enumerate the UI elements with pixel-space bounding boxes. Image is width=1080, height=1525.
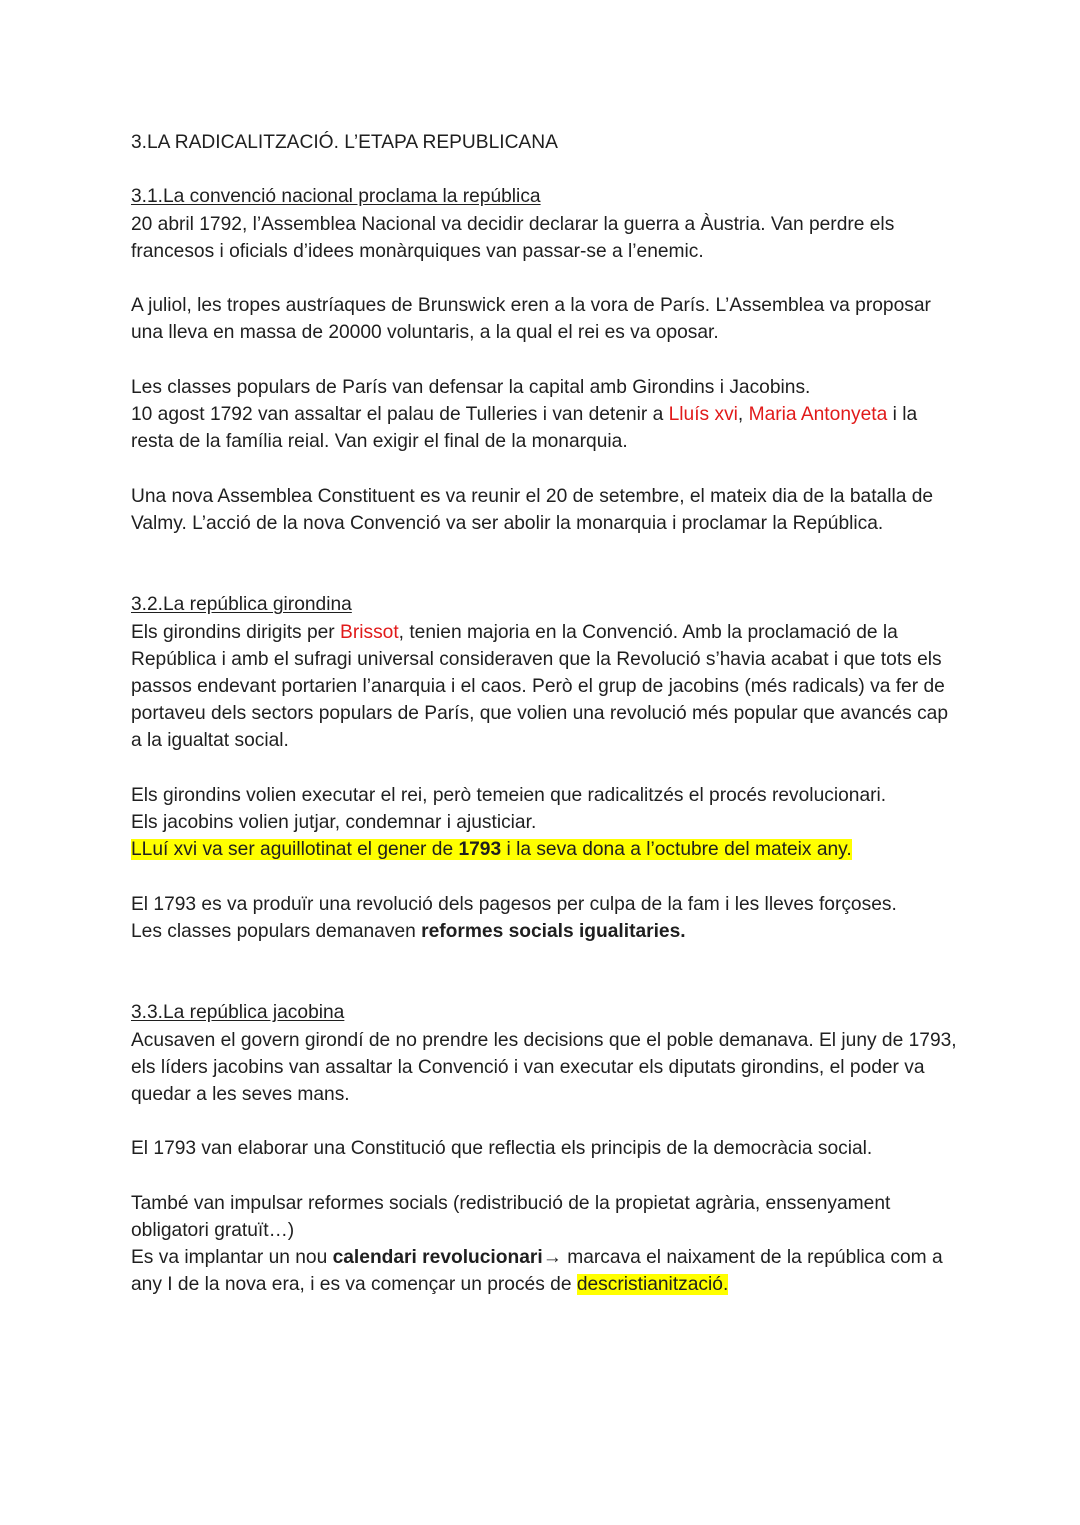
paragraph-text: → marcava el naixament de la república com a any I de la nova era, i es va començar un procés de bbox=[131, 1247, 943, 1296]
paragraph-text: Es va implantar un nou bbox=[131, 1247, 333, 1269]
section-heading-3-3: 3.3.La república jacobina bbox=[131, 1002, 345, 1024]
paragraph-line: Les classes populars de París van defensar la capital amb Girondins i Jacobins. bbox=[131, 376, 811, 398]
section-3-2-paragraph-3 bbox=[131, 891, 961, 945]
section-heading-3-2: 3.2.La república girondina bbox=[131, 594, 352, 616]
name-brissot: Brissot bbox=[340, 621, 399, 643]
name-lluis-xvi: Lluís xvi bbox=[668, 403, 738, 425]
section-3-1-paragraph-4: Una nova Assemblea Constituent es va reunir el 20 de setembre, el mateix dia de la batalla de Valmy. L’acció de la nova Convenció va ser abolir la monarquia i proclamar la República. bbox=[131, 485, 934, 534]
paragraph-text: , tenien majoria en la Convenció. Amb la proclamació de la República i amb el sufragi universal consideraven que la Revolució s’havia acabat i que tots els passos endevant portarien l’anarquia i el caos. Però el grup de jacobins (més radicals) va fer de portaveu dels sectors populars de París, que volien una revolució més popular que avancés cap a la igualtat social. bbox=[131, 621, 949, 752]
paragraph-text: i la resta de la família reial. Van exigir el final de la monarquia. bbox=[131, 403, 918, 453]
section-3-1-paragraph-2: A juliol, les tropes austríaques de Brunswick eren a la vora de París. L’Assemblea va proposar una lleva en massa de 20000 voluntaris, a la qual el rei es va oposar. bbox=[131, 295, 931, 344]
name-maria-antonyeta: Maria Antonyeta bbox=[748, 403, 888, 425]
highlight-text: LLuí xvi va ser aguillotinat el gener de bbox=[131, 839, 459, 861]
bold-phrase: reformes socials igualitaries. bbox=[421, 920, 686, 942]
section-3-3-paragraph-2: El 1793 van elaborar una Constitució que reflectia els principis de la democràcia social. bbox=[131, 1138, 873, 1160]
highlight-text: i la seva dona a l’octubre del mateix any. bbox=[501, 839, 852, 861]
highlighted-word: descristianització. bbox=[576, 1274, 729, 1296]
document-title: 3.LA RADICALITZACIÓ. L’ETAPA REPUBLICANA bbox=[131, 132, 558, 153]
highlight-bold-year: 1793 bbox=[458, 839, 502, 861]
paragraph-line: També van impulsar reformes socials (redistribució de la propietat agrària, enssenyament obligatori gratuït…) bbox=[131, 1192, 891, 1241]
section-3-3-paragraph-1: Acusaven el govern girondí de no prendre les decisions que el poble demanava. El juny de 1793, els líders jacobins van assaltar la Convenció i van executar els diputats girondins, el poder va quedar a les seves mans. bbox=[131, 1029, 957, 1105]
bold-phrase: calendari revolucionari bbox=[332, 1247, 543, 1269]
paragraph-text: Les classes populars demanaven bbox=[131, 920, 422, 942]
document-page bbox=[131, 129, 961, 1299]
highlighted-sentence bbox=[131, 839, 852, 860]
separator-text: , bbox=[737, 403, 749, 425]
paragraph-text: 10 agost 1792 van assaltar el palau de Tulleries i van detenir a bbox=[131, 403, 669, 425]
section-heading-3-1: 3.1.La convenció nacional proclama la república bbox=[131, 186, 541, 208]
section-3-1-paragraph-1: 20 abril 1792, l’Assemblea Nacional va decidir declarar la guerra a Àustria. Van perdre els francesos i oficials d’idees monàrquiques van passar-se a l’enemic. bbox=[131, 213, 895, 262]
paragraph-line: El 1793 es va produïr una revolució dels pagesos per culpa de la fam i les lleves forçoses. bbox=[131, 893, 897, 915]
paragraph-line: Els girondins volien executar el rei, però temeien que radicalitzés el procés revolucionari. bbox=[131, 784, 887, 806]
section-3-2-paragraph-1 bbox=[131, 619, 961, 755]
section-3-1-paragraph-3 bbox=[131, 374, 961, 456]
paragraph-text: Els girondins dirigits per bbox=[131, 621, 341, 643]
paragraph-line: Els jacobins volien jutjar, condemnar i ajusticiar. bbox=[131, 811, 537, 833]
section-3-2-paragraph-2 bbox=[131, 782, 961, 864]
section-3-3-paragraph-3 bbox=[131, 1190, 961, 1299]
